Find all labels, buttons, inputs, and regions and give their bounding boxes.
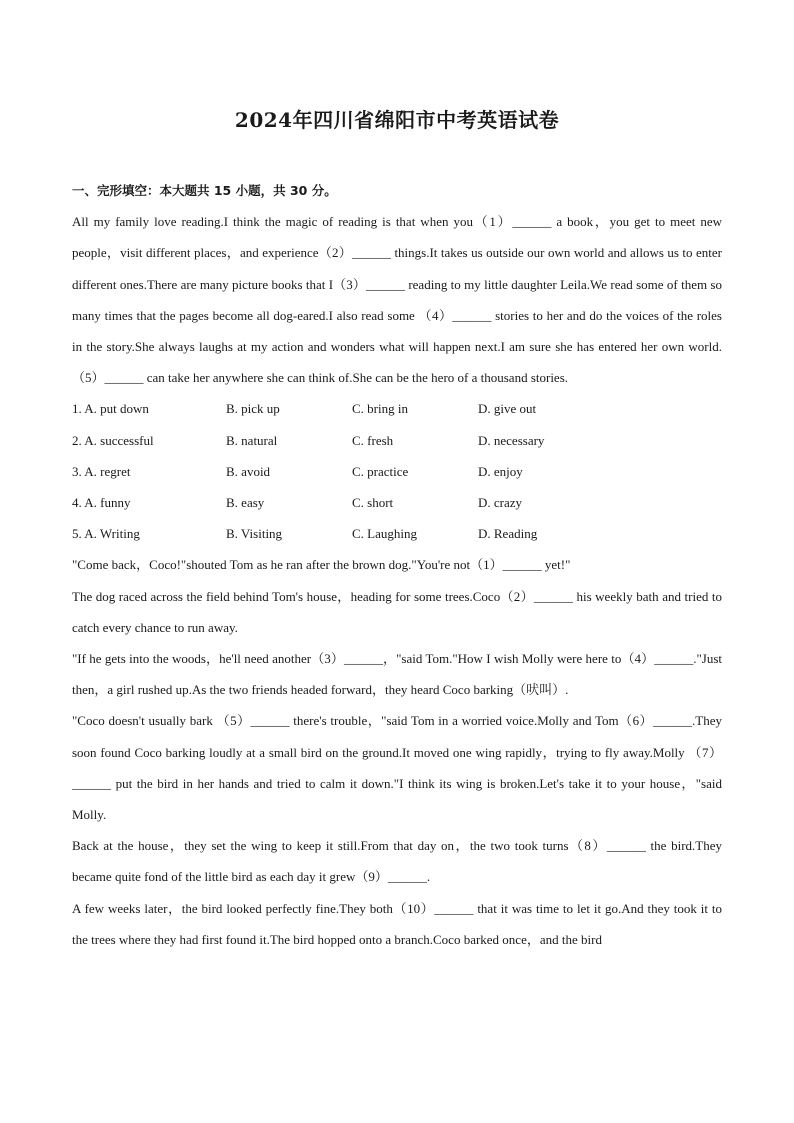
option-c: C. practice [352, 463, 409, 479]
option-c: C. short [352, 495, 394, 511]
question-3-options [72, 456, 722, 487]
passage-2-paragraph: Back at the house，they set the wing to keep it still.From that day on，the two took turns（8）______ the bird.They became quite fond of the little bird as each day it grew（9）______. [72, 838, 722, 885]
option-d: D. enjoy [478, 463, 523, 479]
passage-1: All my family love reading.I think the magic of reading is that when you（1）______ a book，you get to meet new people，visit different places，and experience（2）______ things.It takes us outside our own world and allows us to enter different ones.There are many picture books that I（3）______ reading to my little daughter Leila.We read some of them so many times that the pages become all dog-eared.I also read some （4）______ stories to her and do the voices of the roles in the story.She always laughs at my action and wonders what will happen next.I am sure she has entered her own world.（5）______ can take her anywhere she can think of.She can be the hero of a thousand stories. [72, 214, 722, 386]
page-title: 2024年四川省绵阳市中考英语试卷 [234, 108, 560, 132]
question-2-options [72, 425, 722, 456]
options-list [72, 393, 722, 549]
option-d: D. give out [478, 401, 537, 417]
option-b: B. avoid [226, 463, 271, 479]
exam-content [72, 175, 722, 955]
option-c: C. bring in [352, 401, 408, 417]
option-b: B. easy [226, 495, 265, 511]
option-c: C. Laughing [352, 526, 417, 542]
section-heading: 一、完形填空：本大题共 15 小题，共 30 分。 [72, 183, 337, 198]
option-b: B. natural [226, 432, 278, 448]
question-4-options [72, 487, 722, 518]
option-d: D. necessary [478, 432, 545, 448]
option-a: 3. A. regret [72, 463, 131, 479]
option-c: C. fresh [352, 432, 394, 448]
option-b: B. Visiting [226, 526, 283, 542]
question-1-options [72, 393, 722, 424]
option-a: 5. A. Writing [72, 526, 140, 542]
option-d: D. crazy [478, 495, 523, 511]
option-a: 1. A. put down [72, 401, 149, 417]
option-a: 2. A. successful [72, 432, 154, 448]
question-5-options [72, 518, 722, 549]
option-d: D. Reading [478, 526, 538, 542]
passage-2-paragraph: A few weeks later，the bird looked perfectly fine.They both（10）______ that it was time to let it go.And they took it to the trees where they had first found it.The bird hopped onto a branch.Coco barked once，and the bird [72, 900, 722, 947]
option-a: 4. A. funny [72, 495, 131, 511]
passage-2-paragraph: "Coco doesn't usually bark （5）______ there's trouble，"said Tom in a worried voice.Molly and Tom（6）______.They soon found Coco barking loudly at a small bird on the ground.It moved one wing rapidly，trying to fly away.Molly （7）______ put the bird in her hands and tried to calm it down."I think its wing is broken.Let's take it to your house，"said Molly. [72, 713, 722, 823]
passage-2-paragraph: The dog raced across the field behind Tom's house，heading for some trees.Coco（2）______ his weekly bath and tried to catch every chance to run away. [72, 588, 722, 635]
passage-2-paragraph: "Come back，Coco!"shouted Tom as he ran after the brown dog."You're not（1）______ yet!" [72, 557, 571, 573]
option-b: B. pick up [226, 401, 280, 417]
passage-2-paragraph: "If he gets into the woods，he'll need another（3）______，"said Tom."How I wish Molly were here to（4）______."Just then，a girl rushed up.As the two friends headed forward，they heard Coco barking（吠叫）. [72, 651, 722, 698]
